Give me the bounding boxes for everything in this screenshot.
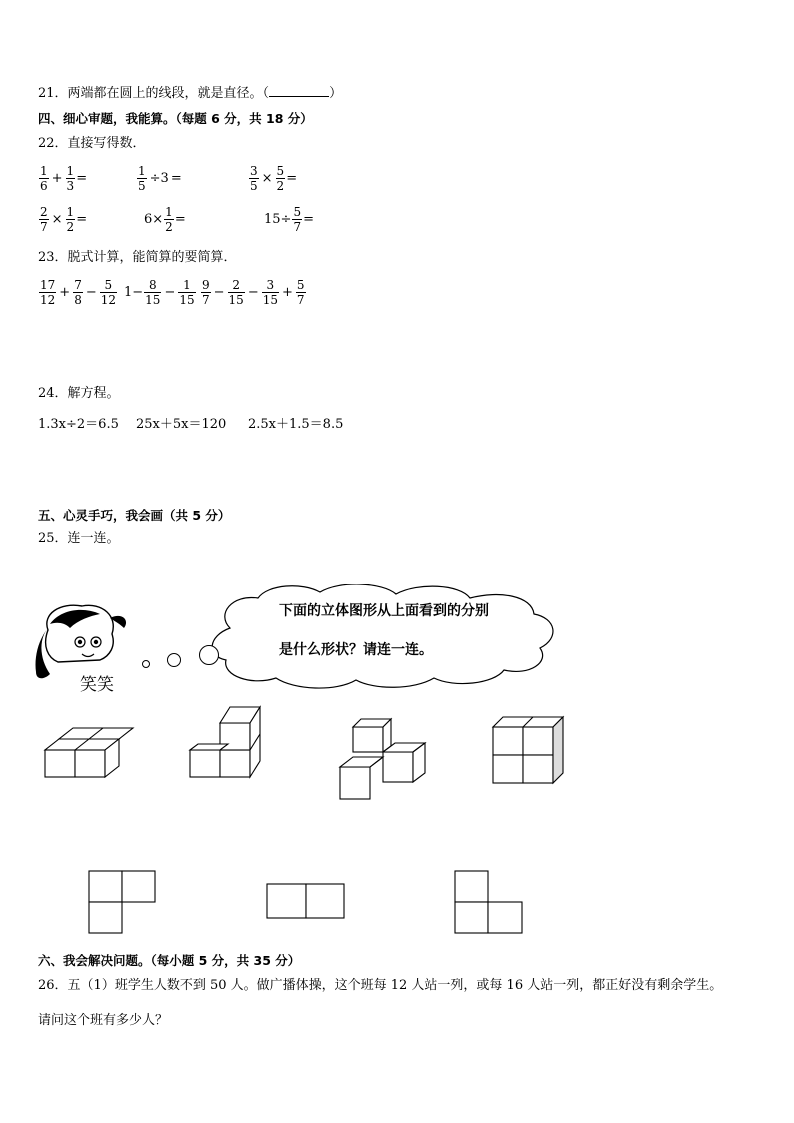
q22-item-3: $\frac{3}{5}$ × $\frac{5}{2}$ = <box>250 164 298 193</box>
fraction: $\frac{8}{15}$ <box>145 278 161 307</box>
fraction: $\frac{1}{2}$ <box>165 205 173 234</box>
fraction: $\frac{1}{6}$ <box>40 164 48 193</box>
fraction: $\frac{17}{12}$ <box>40 278 56 307</box>
q21-close: ） <box>329 86 343 101</box>
fraction: $\frac{3}{5}$ <box>250 164 258 193</box>
section-5-title: 五、心灵手巧，我会画（共 5 分） <box>38 508 231 523</box>
fraction: $\frac{5}{2}$ <box>276 164 285 193</box>
fraction: $\frac{3}{15}$ <box>262 278 279 307</box>
thought-dot-large <box>200 646 219 665</box>
fraction: $\frac{2}{7}$ <box>40 205 48 234</box>
q23-expr-2: 1− $\frac{8}{15}$ − $\frac{1}{15}$ <box>124 278 195 307</box>
bubble-text-line-2: 是什么形状？请连一连。 <box>279 642 433 658</box>
fraction: $\frac{5}{7}$ <box>293 205 302 234</box>
fraction: $\frac{1}{3}$ <box>66 164 75 193</box>
answer-blank[interactable] <box>269 84 329 97</box>
fraction: $\frac{1}{5}$ <box>138 164 146 193</box>
girl-caption: 笑笑 <box>80 675 114 695</box>
fraction: $\frac{2}{15}$ <box>228 278 244 307</box>
q22-item-6: 15÷ $\frac{5}{7}$ = <box>264 205 314 234</box>
q24-equation-1: 1.3x÷2＝6.5 <box>38 417 119 432</box>
question-22-title: 22．直接写得数． <box>38 136 146 151</box>
top-view-shape-1[interactable] <box>89 871 155 933</box>
fraction: $\frac{1}{15}$ <box>179 278 195 307</box>
section-4-title: 四、细心审题，我能算。（每题 6 分，共 18 分） <box>38 111 313 126</box>
question-24-title: 24．解方程。 <box>38 386 120 401</box>
section-6-title: 六、我会解决问题。（每小题 5 分，共 35 分） <box>38 953 301 968</box>
q23-expr-3: $\frac{9}{7}$ − $\frac{2}{15}$ − $\frac{3}{15}$ + $\frac{5}{7}$ <box>202 278 305 307</box>
q22-item-4: $\frac{2}{7}$ × $\frac{1}{2}$ = <box>40 205 88 234</box>
top-view-shape-2[interactable] <box>267 884 344 918</box>
thought-dot-small <box>143 661 150 668</box>
q21-text: 两端都在圆上的线段，就是直径。（ <box>67 86 270 101</box>
top-view-shapes <box>80 866 560 936</box>
q22-item-1: $\frac{1}{6}$ + $\frac{1}{3}$ = <box>40 164 88 193</box>
solid-figure-1[interactable] <box>45 728 133 777</box>
q21-number: 21． <box>38 86 68 101</box>
question-25-title: 25．连一连。 <box>38 531 120 546</box>
q22-item-5: 6× $\frac{1}{2}$ = <box>144 205 186 234</box>
q24-equation-2: 25x＋5x＝120 <box>136 417 227 432</box>
question-26-line-2: 请问这个班有多少人？ <box>38 1013 169 1028</box>
top-view-shape-3[interactable] <box>455 871 522 933</box>
thought-dot-medium <box>168 654 181 667</box>
q23-expr-1: $\frac{17}{12}$ + $\frac{7}{8}$ − $\frac{5}{12}$ <box>40 278 117 307</box>
girl-avatar-icon <box>36 605 127 678</box>
solid-figure-3[interactable] <box>340 719 425 799</box>
solid-figures <box>35 703 595 808</box>
solid-figure-2[interactable] <box>190 707 260 777</box>
question-23-title: 23．脱式计算，能简算的要简算． <box>38 250 237 265</box>
question-21 <box>38 84 342 102</box>
question-26-line-1: 26．五（1）班学生人数不到 50 人。做广播体操，这个班每 12 人站一列，或每 16 人站一列，都正好没有剩余学生。 <box>38 978 723 993</box>
q24-equation-3: 2.5x＋1.5＝8.5 <box>248 417 344 432</box>
fraction: $\frac{7}{8}$ <box>74 278 82 307</box>
fraction: $\frac{9}{7}$ <box>202 278 210 307</box>
solid-figure-4[interactable] <box>493 717 563 783</box>
q22-item-2: $\frac{1}{5}$ ÷3 = <box>138 164 182 193</box>
fraction: $\frac{1}{2}$ <box>66 205 75 234</box>
fraction: $\frac{5}{12}$ <box>100 278 117 307</box>
bubble-text-line-1: 下面的立体图形从上面看到的分别 <box>279 603 489 619</box>
fraction: $\frac{5}{7}$ <box>296 278 305 307</box>
